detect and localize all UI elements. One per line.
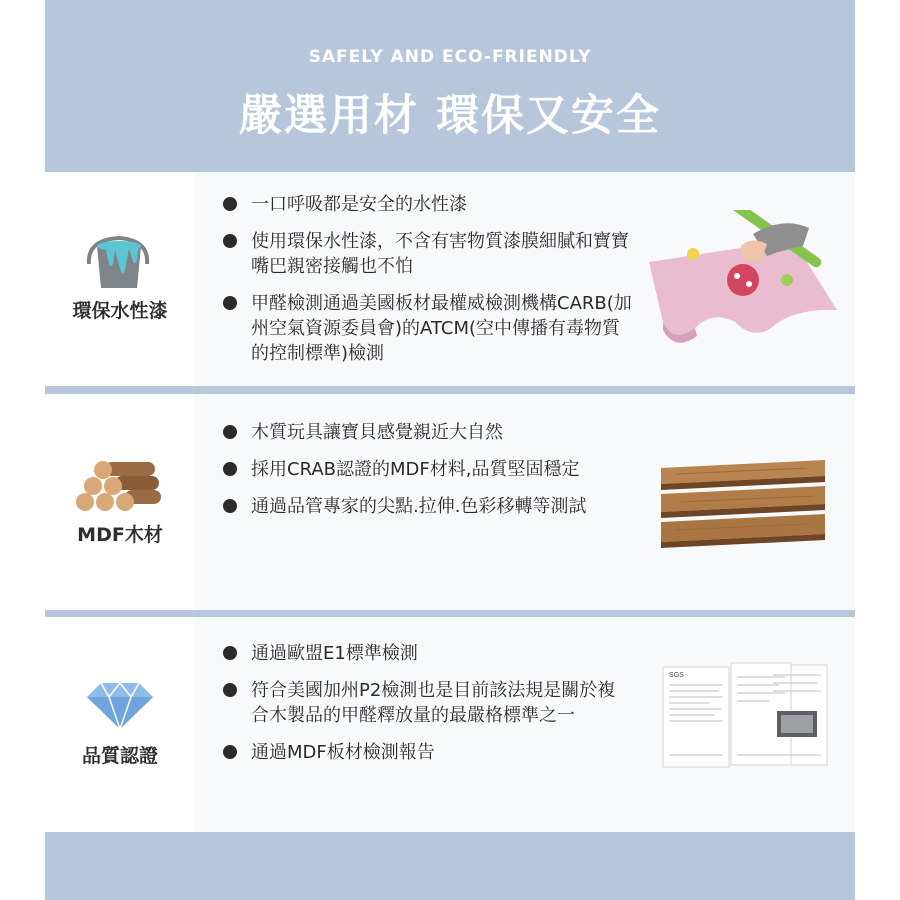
footer-band [45, 832, 855, 900]
bullet-list [223, 420, 633, 531]
bullet-item: 木質玩具讓寶貝感覺親近大自然 [223, 420, 633, 445]
bullet-list [223, 192, 633, 378]
section-certification [45, 617, 855, 832]
painted-toy-board-image [643, 210, 843, 364]
section-label: 環保水性漆 [72, 300, 168, 322]
test-report-documents-image [659, 659, 831, 775]
wood-logs-icon [75, 456, 165, 520]
paint-bucket-icon [83, 234, 155, 298]
mdf-boards-image [657, 456, 829, 560]
section-mdf [45, 394, 855, 610]
bullet-item: 一口呼吸都是安全的水性漆 [223, 192, 633, 217]
page-header [45, 0, 855, 172]
bullet-item: 甲醛檢測通過美國板材最權威檢測機構CARB(加州空氣資源委員會)的ATCM(空中傳播有毒物質的控制標準)檢測 [223, 291, 633, 366]
bullet-item: 採用CRAB認證的MDF材料,品質堅固穩定 [223, 457, 633, 482]
section-label: 品質認證 [81, 745, 158, 767]
section-paint [45, 172, 855, 386]
bullet-list [223, 641, 633, 777]
diamond-icon [85, 681, 155, 735]
page-title: 嚴選用材 環保又安全 [239, 91, 661, 141]
bullet-item: 通過MDF板材檢測報告 [223, 740, 633, 765]
bullet-item: 通過品管專家的尖點.拉伸.色彩移轉等測試 [223, 494, 633, 519]
report-logo: SGS [669, 672, 684, 679]
bullet-item: 使用環保水性漆，不含有害物質漆膜細膩和寶寶嘴巴親密接觸也不怕 [223, 229, 633, 279]
bullet-item: 通過歐盟E1標準檢測 [223, 641, 633, 666]
page-subtitle: SAFELY AND ECO-FRIENDLY [308, 47, 592, 67]
section-label: MDF木材 [77, 524, 163, 546]
bullet-item: 符合美國加州P2檢測也是目前該法規是關於複合木製品的甲醛釋放量的最嚴格標準之一 [223, 678, 633, 728]
